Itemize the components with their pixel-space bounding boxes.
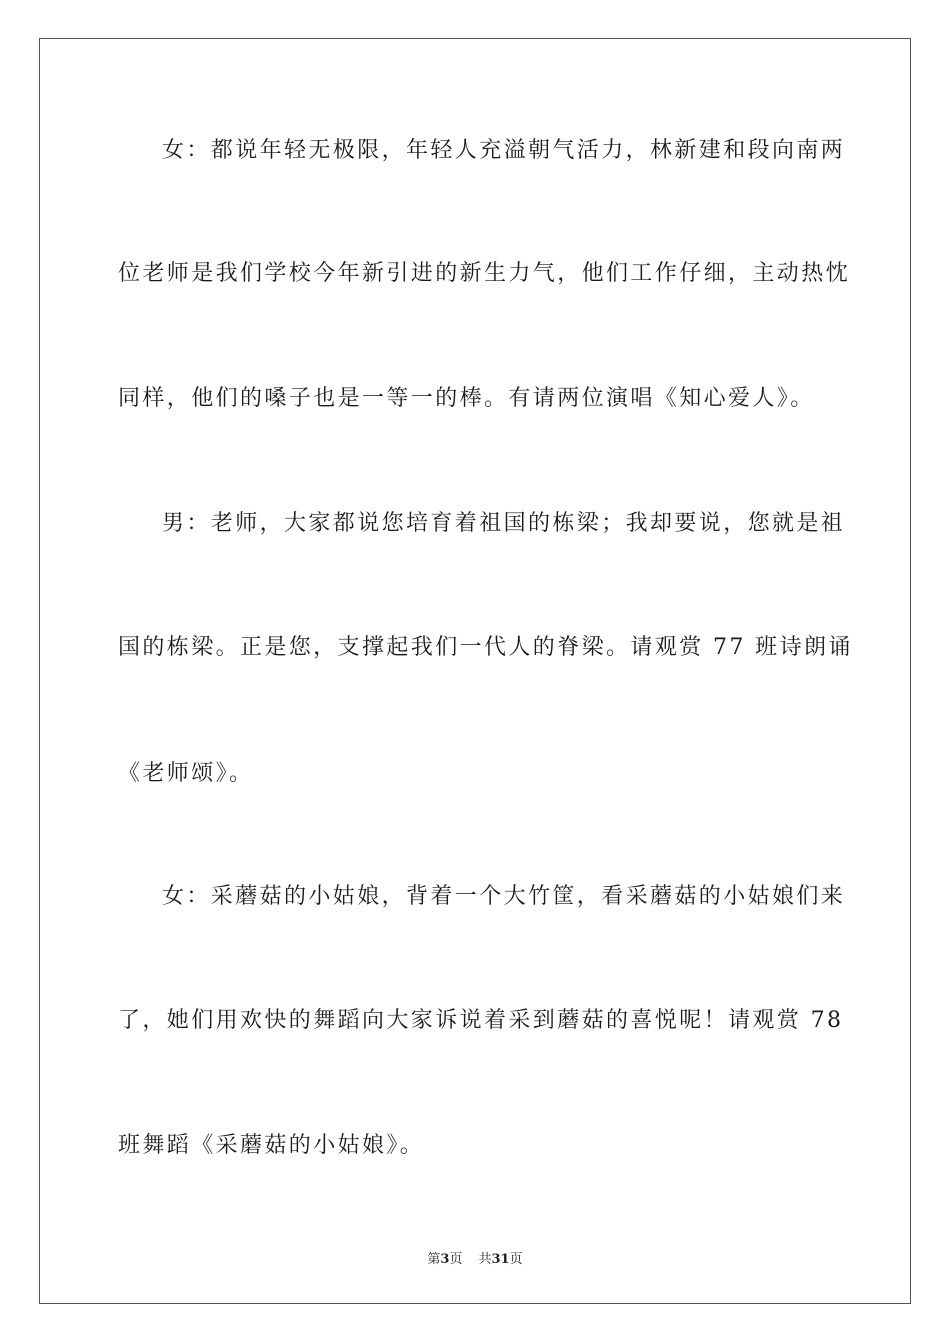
paragraph-line: 女：都说年轻无极限，年轻人充溢朝气活力，林新建和段向南两 <box>162 138 846 163</box>
page-number: 3 <box>440 1252 450 1267</box>
paragraph-line: 国的栋梁。正是您，支撑起我们一代人的脊梁。请观赏 77 班诗朗诵 <box>118 635 853 660</box>
total-pages: 31 <box>491 1252 510 1267</box>
paragraph-line: 《老师颂》。 <box>118 761 254 786</box>
paragraph-line: 班舞蹈《采蘑菇的小姑娘》。 <box>118 1133 425 1158</box>
page-suffix: 页 <box>449 1252 463 1267</box>
paragraph-line: 男：老师，大家都说您培育着祖国的栋梁；我却要说，您就是祖 <box>162 511 846 536</box>
paragraph-line: 同样，他们的嗓子也是一等一的棒。有请两位演唱《知心爱人》。 <box>118 386 815 411</box>
total-suffix: 页 <box>509 1252 523 1267</box>
paragraph-line: 位老师是我们学校今年新引进的新生力气，他们工作仔细，主动热忱 <box>118 261 851 286</box>
page-prefix: 第 <box>427 1252 441 1267</box>
page-footer <box>0 1248 950 1267</box>
paragraph-line: 女：采蘑菇的小姑娘，背着一个大竹筐，看采蘑菇的小姑娘们来 <box>162 884 846 909</box>
paragraph-line: 了，她们用欢快的舞蹈向大家诉说着采到蘑菇的喜悦呢！请观赏 78 <box>118 1008 844 1033</box>
total-prefix: 共 <box>478 1252 492 1267</box>
page-border <box>39 38 911 1304</box>
